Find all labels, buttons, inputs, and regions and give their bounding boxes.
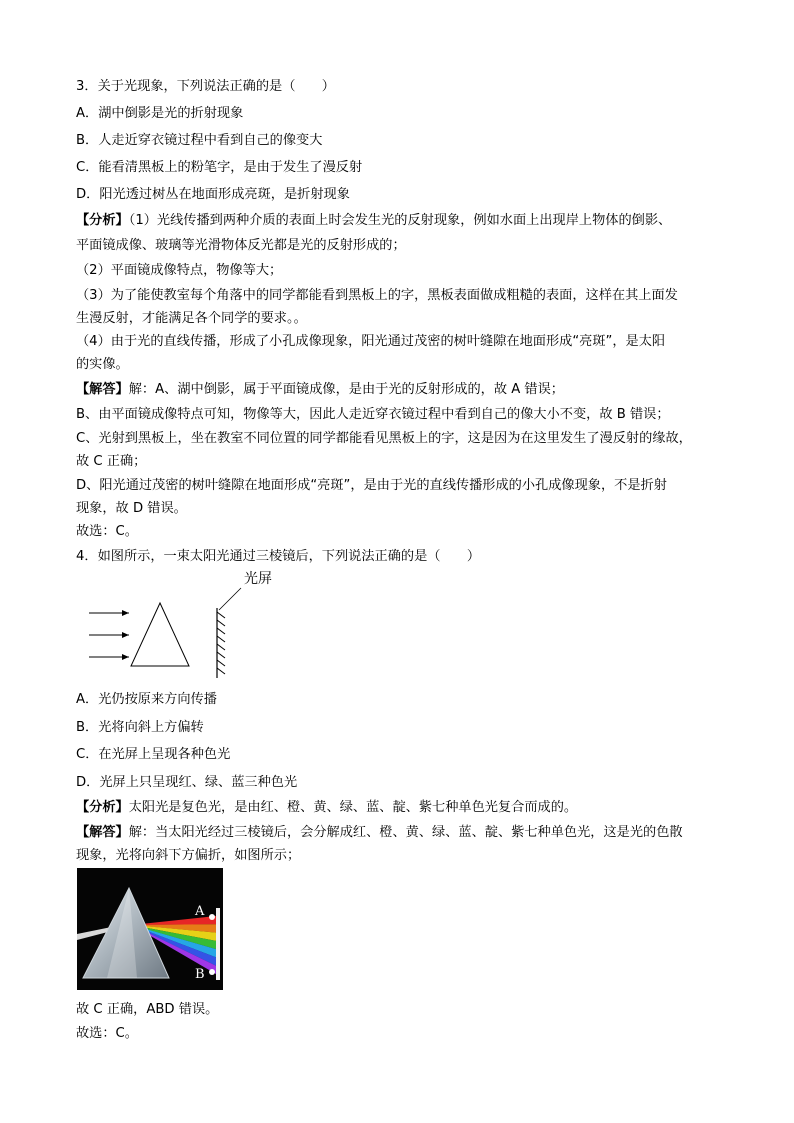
q3-option-d: D．阳光透过树丛在地面形成亮斑，是折射现象 [76, 187, 350, 202]
q4-option-a: A．光仍按原来方向传播 [76, 692, 217, 707]
q4-analysis-tag: 【分析】 [76, 800, 129, 815]
q3-solution-line-5: D、阳光通过茂密的树叶缝隙在地面形成“亮斑”，是由于光的直线传播形成的小孔成像现象，不是折射 [76, 478, 667, 493]
q3-analysis-line-6: （4）由于光的直线传播，形成了小孔成像现象，阳光通过茂密的树叶缝隙在地面形成“亮斑”，是太阳 [76, 334, 666, 349]
photo-screen [216, 908, 220, 980]
q4-stem: 4．如图所示，一束太阳光通过三棱镜后，下列说法正确的是（ ） [76, 549, 481, 564]
q3-answer: 故选：C。 [76, 524, 138, 539]
q4-conclusion: 故 C 正确，ABD 错误。 [76, 1002, 219, 1017]
point-b-label: B [195, 967, 205, 982]
q3-analysis-line-3: （2）平面镜成像特点，物像等大； [76, 263, 283, 278]
q3-analysis-tag: 【分析】 [76, 213, 129, 228]
q3-solution-line-1: 【解答】解：A、湖中倒影，属于平面镜成像，是由于光的反射形成的，故 A 错误； [76, 382, 564, 397]
point-a-label: A [195, 904, 205, 919]
q3-analysis-line-5: 生漫反射，才能满足各个同学的要求。。 [76, 311, 307, 326]
q4-option-d: D．光屏上只呈现红、绿、蓝三种色光 [76, 775, 298, 790]
q4-analysis: 【分析】太阳光是复色光，是由红、橙、黄、绿、蓝、靛、紫七种单色光复合而成的。 [76, 800, 578, 815]
q4-solution-tag: 【解答】 [76, 825, 129, 840]
prism-shape [131, 603, 189, 666]
screen-label-leader [219, 588, 241, 610]
q4-answer: 故选：C。 [76, 1026, 138, 1041]
q3-solution-line-4: 故 C 正确； [76, 454, 147, 469]
q4-option-b: B．光将向斜上方偏转 [76, 720, 204, 735]
q3-option-a: A．湖中倒影是光的折射现象 [76, 106, 244, 121]
q3-solution-line-2: B、由平面镜成像特点可知，物像等大，因此人走近穿衣镜过程中看到自己的像大小不变，故 B 错误； [76, 407, 670, 422]
q3-solution-tag: 【解答】 [76, 382, 129, 397]
q3-solution-line-3: C、光射到黑板上，坐在教室不同位置的同学都能看见黑板上的字，这是因为在这里发生了漫反射的缘故， [76, 431, 692, 446]
q3-option-c: C．能看清黑板上的粉笔字，是由于发生了漫反射 [76, 160, 363, 175]
q4-option-c: C．在光屏上呈现各种色光 [76, 747, 231, 762]
q3-stem: 3．关于光现象，下列说法正确的是（ ） [76, 79, 335, 94]
q3-analysis-line-4: （3）为了能使教室每个角落中的同学都能看到黑板上的字，黑板表面做成粗糙的表面，这样在其上面发 [76, 288, 678, 303]
point-b-marker [209, 969, 215, 975]
q3-analysis-line-2: 平面镜成像、玻璃等光滑物体反光都是光的反射形成的； [76, 238, 406, 253]
q4-solution-line-2: 现象，光将向斜下方偏折，如图所示； [76, 848, 301, 863]
q3-analysis-line-7: 的实像。 [76, 357, 129, 372]
q3-analysis-line-1: 【分析】（1）光线传播到两种介质的表面上时会发生光的反射现象，例如水面上出现岸上物体的倒影、 [76, 213, 672, 228]
q3-solution-line-6: 现象，故 D 错误。 [76, 501, 187, 516]
screen-hatching [217, 612, 225, 674]
point-a-marker [209, 914, 215, 920]
q3-option-b: B．人走近穿衣镜过程中看到自己的像变大 [76, 133, 323, 148]
dispersion-photo [77, 868, 223, 990]
q4-solution-line-1: 【解答】解：当太阳光经过三棱镜后，会分解成红、橙、黄、绿、蓝、靛、紫七种单色光，这是光的色散 [76, 825, 683, 840]
screen-label: 光屏 [244, 571, 272, 587]
